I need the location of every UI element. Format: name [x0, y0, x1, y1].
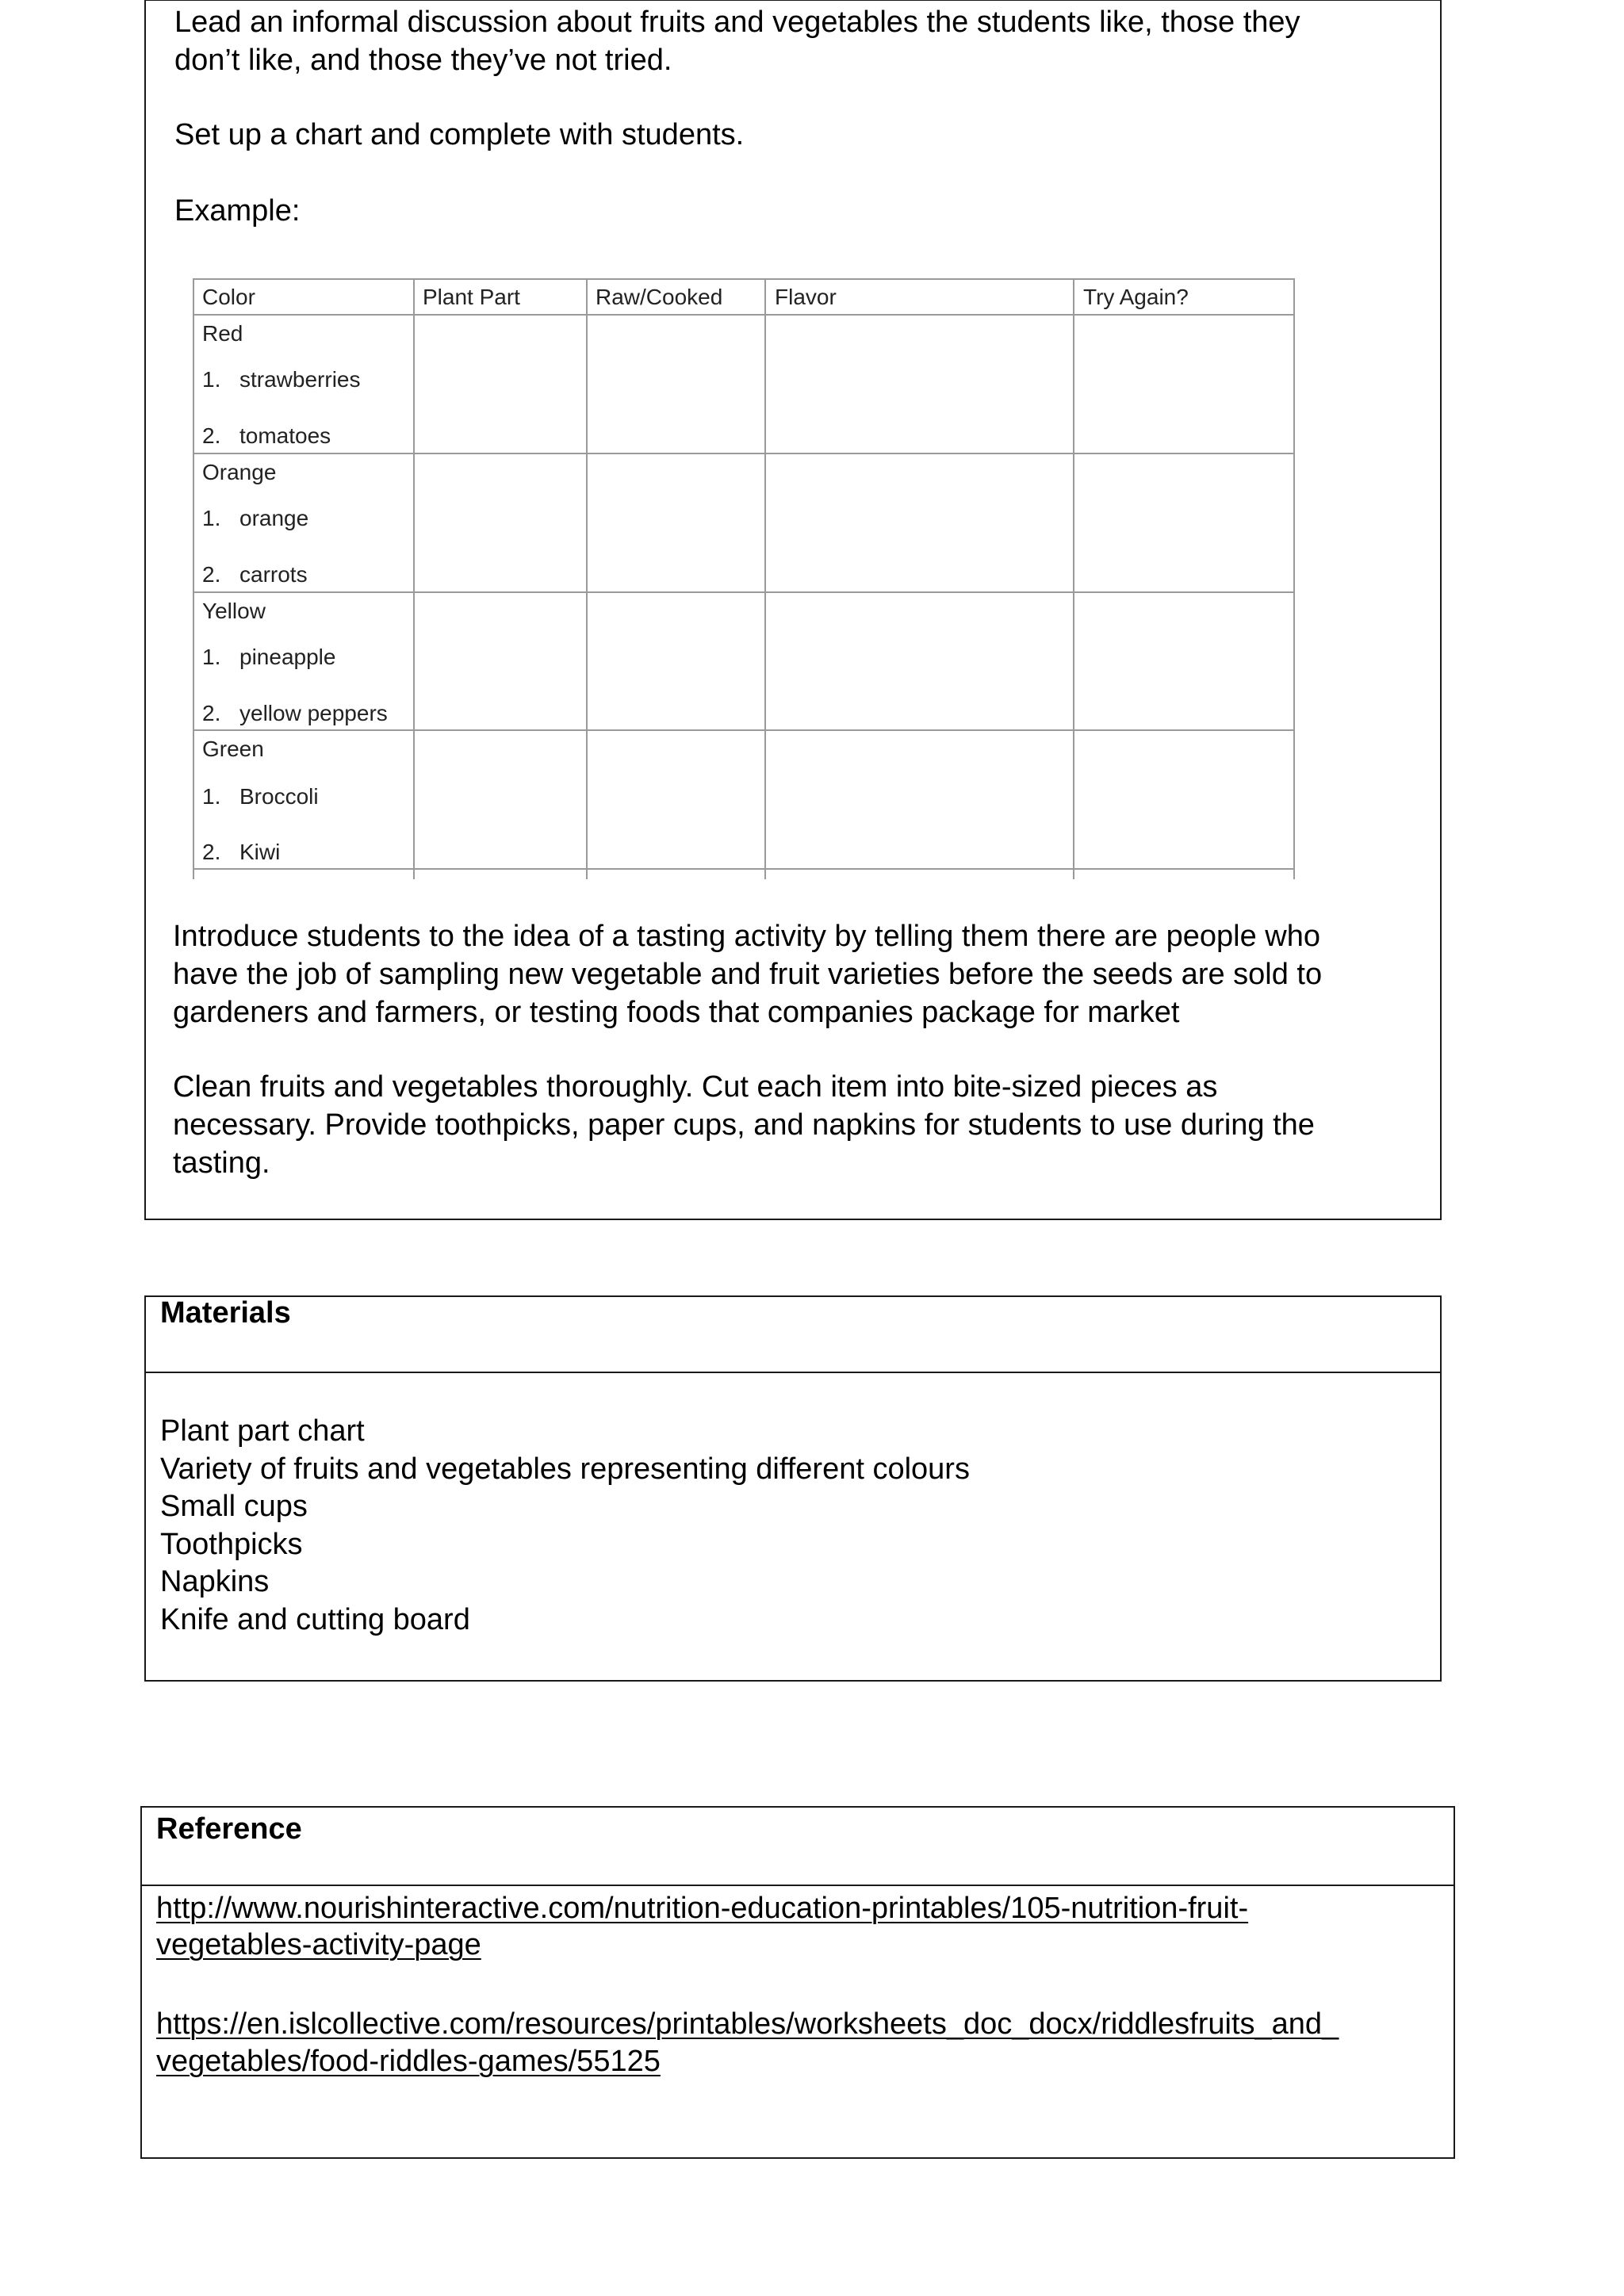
list-item: tomatoes	[239, 423, 331, 448]
materials-heading: Materials	[160, 1296, 291, 1330]
table-row-divider	[193, 591, 1295, 593]
list-item: carrots	[239, 562, 308, 587]
list-number: 2.	[202, 562, 221, 587]
color-label-green: Green	[202, 737, 264, 761]
color-label-yellow: Yellow	[202, 599, 266, 623]
list-number: 1.	[202, 645, 221, 669]
reference-link-islcollective-cont[interactable]: vegetables/food-riddles-games/55125	[156, 2045, 661, 2078]
tasting-intro-line-1: Introduce students to the idea of a tasting activity by telling them there are people who	[173, 920, 1320, 953]
table-column-divider	[413, 278, 415, 879]
reference-heading: Reference	[156, 1812, 302, 1846]
list-item: yellow peppers	[239, 701, 388, 725]
list-item: strawberries	[239, 367, 361, 392]
materials-item: Toothpicks	[160, 1528, 303, 1561]
table-row-divider	[193, 729, 1295, 731]
prep-instructions-line-1: Clean fruits and vegetables thoroughly. Cut each item into bite-sized pieces as	[173, 1070, 1218, 1104]
list-number: 1.	[202, 784, 221, 809]
table-column-divider	[193, 278, 194, 879]
table-row-divider	[193, 453, 1295, 454]
materials-item: Plant part chart	[160, 1414, 365, 1448]
list-item: Kiwi	[239, 840, 281, 864]
table-header-flavor: Flavor	[775, 285, 837, 309]
instructions-box	[144, 0, 1442, 1220]
list-number: 1.	[202, 367, 221, 392]
list-number: 1.	[202, 506, 221, 530]
prep-instructions-line-3: tasting.	[173, 1146, 270, 1180]
reference-header-divider	[140, 1885, 1455, 1886]
materials-header-divider	[144, 1372, 1442, 1373]
materials-item: Small cups	[160, 1490, 308, 1523]
list-item: Broccoli	[239, 784, 319, 809]
tasting-intro-line-3: gardeners and farmers, or testing foods that companies package for market	[173, 996, 1180, 1029]
table-column-divider	[1073, 278, 1074, 879]
reference-link-nourishinteractive[interactable]: http://www.nourishinteractive.com/nutrition-education-printables/105-nutrition-fruit-	[156, 1892, 1249, 1925]
table-column-divider	[1293, 278, 1295, 879]
table-header-color: Color	[202, 285, 255, 309]
example-label: Example:	[174, 194, 301, 228]
intro-paragraph-line-2: don’t like, and those they’ve not tried.	[174, 44, 672, 77]
intro-paragraph-line-1: Lead an informal discussion about fruits and vegetables the students like, those they	[174, 6, 1300, 39]
table-column-divider	[764, 278, 766, 879]
table-column-divider	[586, 278, 588, 879]
list-item: orange	[239, 506, 309, 530]
materials-item: Variety of fruits and vegetables representing different colours	[160, 1452, 970, 1486]
table-header-raw-cooked: Raw/Cooked	[596, 285, 723, 309]
list-number: 2.	[202, 423, 221, 448]
prep-instructions-line-2: necessary. Provide toothpicks, paper cups, and napkins for students to use during the	[173, 1108, 1315, 1142]
tasting-intro-line-2: have the job of sampling new vegetable and fruit varieties before the seeds are sold to	[173, 958, 1323, 991]
materials-item: Knife and cutting board	[160, 1603, 470, 1636]
reference-link-nourishinteractive-cont[interactable]: vegetables-activity-page	[156, 1928, 481, 1961]
table-header-try-again: Try Again?	[1083, 285, 1189, 309]
list-number: 2.	[202, 840, 221, 864]
color-label-orange: Orange	[202, 460, 277, 484]
reference-link-islcollective[interactable]: https://en.islcollective.com/resources/printables/worksheets_doc_docx/riddlesfruits_and_	[156, 2007, 1339, 2041]
list-number: 2.	[202, 701, 221, 725]
chart-instruction: Set up a chart and complete with students.	[174, 118, 745, 151]
materials-item: Napkins	[160, 1565, 270, 1598]
table-border-top	[193, 278, 1295, 280]
color-label-red: Red	[202, 321, 243, 346]
table-header-divider	[193, 314, 1295, 316]
table-row-divider	[193, 868, 1295, 870]
reference-box	[140, 1806, 1455, 2159]
table-header-plant-part: Plant Part	[423, 285, 520, 309]
list-item: pineapple	[239, 645, 336, 669]
